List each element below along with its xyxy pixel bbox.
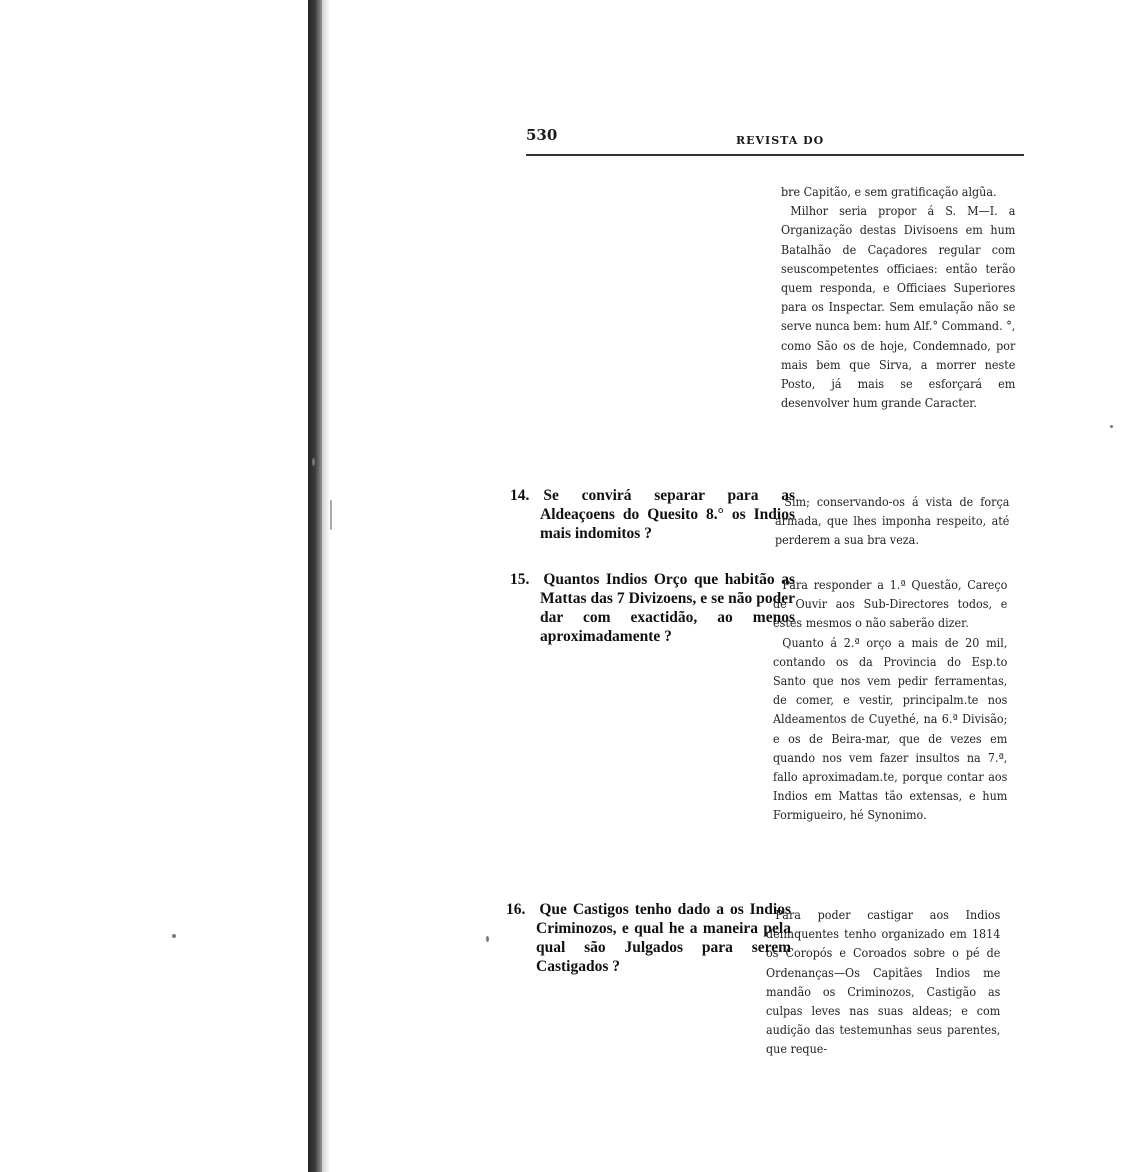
running-title: REVISTA DO bbox=[736, 134, 825, 147]
answer-paragraph: Milhor seria propor á S. M—I. a Organização destas Divisoens em hum Batalhão de Caçadores regular com seuscompetentes officiaes: então terão quem responda, e Officiaes Superiores para os Inspectar. Sem emulação não se serve nunca bem: hum Alf.° Command. °, como São os de hoje, Condemnado, por mais bem que Sirva, a morrer neste Posto, já mais se esforçará em desenvolver hum grande Caracter. bbox=[781, 204, 1016, 411]
answer-paragraph: Para responder a 1.ª Questão, Careço de Ouvir aos Sub-Directores todos, e estes mesmos o não saberão dizer. bbox=[773, 578, 1008, 631]
page-header bbox=[526, 124, 1024, 154]
question-15 bbox=[510, 570, 795, 646]
speck-mark bbox=[312, 458, 315, 466]
question-number: 16. bbox=[506, 901, 526, 918]
scan-gutter-shadow bbox=[308, 0, 322, 1172]
header-rule bbox=[526, 154, 1024, 156]
speck-mark bbox=[486, 936, 489, 942]
answer-paragraph: bre Capitão, e sem gratificação algũa. bbox=[781, 185, 997, 199]
answer-15 bbox=[773, 576, 1007, 826]
answer-16 bbox=[766, 906, 1000, 1060]
speck-mark bbox=[172, 934, 176, 938]
question-number: 14. bbox=[510, 487, 530, 504]
speck-mark bbox=[1110, 425, 1113, 428]
answer-block-continuation bbox=[781, 183, 1015, 413]
question-14 bbox=[510, 486, 795, 543]
answer-14 bbox=[775, 493, 1009, 551]
question-16 bbox=[506, 900, 791, 976]
question-text: Quantos Indios Orço que habitão as Mattas das 7 Divizoens, e se não poder dar com exactidão, ao menos aproximadamente ? bbox=[540, 571, 795, 645]
question-number: 15. bbox=[510, 571, 530, 588]
answer-paragraph: Para poder castigar aos Indios delinquentes tenho organizado em 1814 os Coropós e Coroados sobre o pé de Ordenanças—Os Capitães Indios me mandão os Criminozos, Castigão as culpas leves nas suas aldeas; e com audição das testemunhas seus parentes, que reque- bbox=[766, 908, 1001, 1057]
page-number: 530 bbox=[526, 126, 558, 144]
question-text: Que Castigos tenho dado a os Indios Criminozos, e qual he a maneira pela qual são Julgados para serem Castigados ? bbox=[536, 901, 791, 975]
answer-paragraph: Quanto á 2.ª orço a mais de 20 mil, contando os da Provincia do Esp.to Santo que nos vem pedir ferramentas, de comer, e vestir, principalm.te nos Aldeamentos de Cuyethé, na 6.ª Divisão; e os de Beira-mar, que de vezes em quando nos vem fazer insultos na 7.ª, fallo aproximadam.te, porque contar aos Indios em Mattas tão extensas, e hum Formigueiro, hé Synonimo. bbox=[773, 635, 1008, 823]
scan-gutter-fade bbox=[322, 0, 330, 1172]
answer-paragraph: Sim; conservando-os á vista de força armada, que lhes imponha respeito, até perderem a sua bra veza. bbox=[775, 495, 1010, 548]
question-text: Se convirá separar para as Aldeaçoens do Quesito 8.° os Indios mais indomitos ? bbox=[540, 487, 795, 542]
speck-mark bbox=[330, 500, 332, 530]
